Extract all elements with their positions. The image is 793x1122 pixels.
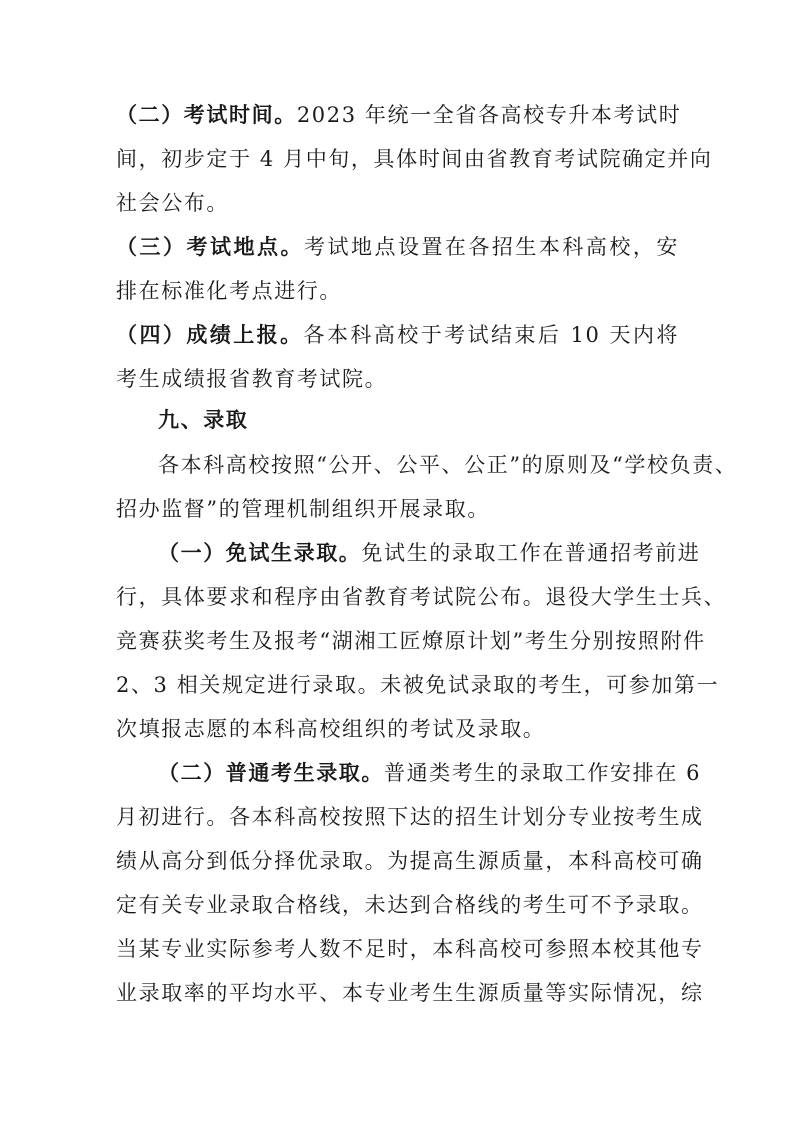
paragraph-general-line-5: 当某专业实际参考人数不足时，本科高校可参照本校其他专 — [116, 937, 704, 961]
paragraph-free-line-5: 次填报志愿的本科高校组织的考试及录取。 — [116, 717, 546, 741]
admission-intro-line-1: 各本科高校按照“公开、公平、公正”的原则及“学校负责、 — [158, 453, 738, 477]
exam-time-text: 2023 年统一全省各高校专升本考试时 — [296, 103, 682, 127]
paragraph-exam-location-line-1 — [116, 232, 679, 262]
paragraph-general-line-6: 业录取率的平均水平、本专业考生生源质量等实际情况，综 — [116, 981, 704, 1005]
paragraph-free-line-2: 行，具体要求和程序由省教育考试院公布。退役大学生士兵、 — [116, 585, 727, 609]
score-report-lead: （四）成绩上报。 — [116, 322, 304, 347]
exam-time-lead: （二）考试时间。 — [116, 102, 297, 127]
admission-intro-line-2: 招办监督”的管理机制组织开展录取。 — [116, 497, 490, 521]
paragraph-exam-time-line-3: 社会公布。 — [116, 191, 229, 215]
paragraph-score-report-line-2: 考生成绩报省教育考试院。 — [116, 367, 388, 391]
general-admission-text: 普通类考生的录取工作安排在 6 — [384, 761, 702, 785]
paragraph-exam-time-line-2: 间，初步定于 4 月中旬，具体时间由省教育考试院确定并向 — [116, 147, 713, 171]
paragraph-free-line-4: 2、3 相关规定进行录取。未被免试录取的考生，可参加第一 — [116, 673, 720, 697]
paragraph-general-line-1 — [158, 758, 702, 788]
exam-location-lead: （三）考试地点。 — [116, 234, 304, 259]
paragraph-general-line-2: 月初进行。各本科高校按照下达的招生计划分专业按考生成 — [116, 805, 704, 829]
paragraph-exam-location-line-2: 排在标准化考点进行。 — [116, 279, 342, 303]
general-admission-lead: （二）普通考生录取。 — [158, 760, 384, 785]
exam-location-text: 考试地点设置在各招生本科高校，安 — [303, 235, 679, 259]
free-admission-text: 免试生的录取工作在普通招考前进 — [361, 541, 701, 565]
paragraph-exam-time-line-1 — [116, 100, 682, 130]
score-report-text: 各本科高校于考试结束后 10 天内将 — [303, 323, 679, 347]
section-heading-admission: 九、录取 — [158, 408, 249, 432]
paragraph-general-line-3: 绩从高分到低分择优录取。为提高生源质量，本科高校可确 — [116, 849, 704, 873]
paragraph-free-line-3: 竞赛获奖考生及报考“湖湘工匠燎原计划”考生分别按照附件 — [116, 629, 706, 653]
paragraph-free-line-1 — [158, 538, 701, 568]
paragraph-general-line-4: 定有关专业录取合格线，未达到合格线的考生可不予录取。 — [116, 893, 704, 917]
free-admission-lead: （一）免试生录取。 — [158, 540, 362, 565]
paragraph-score-report-line-1 — [116, 320, 679, 350]
